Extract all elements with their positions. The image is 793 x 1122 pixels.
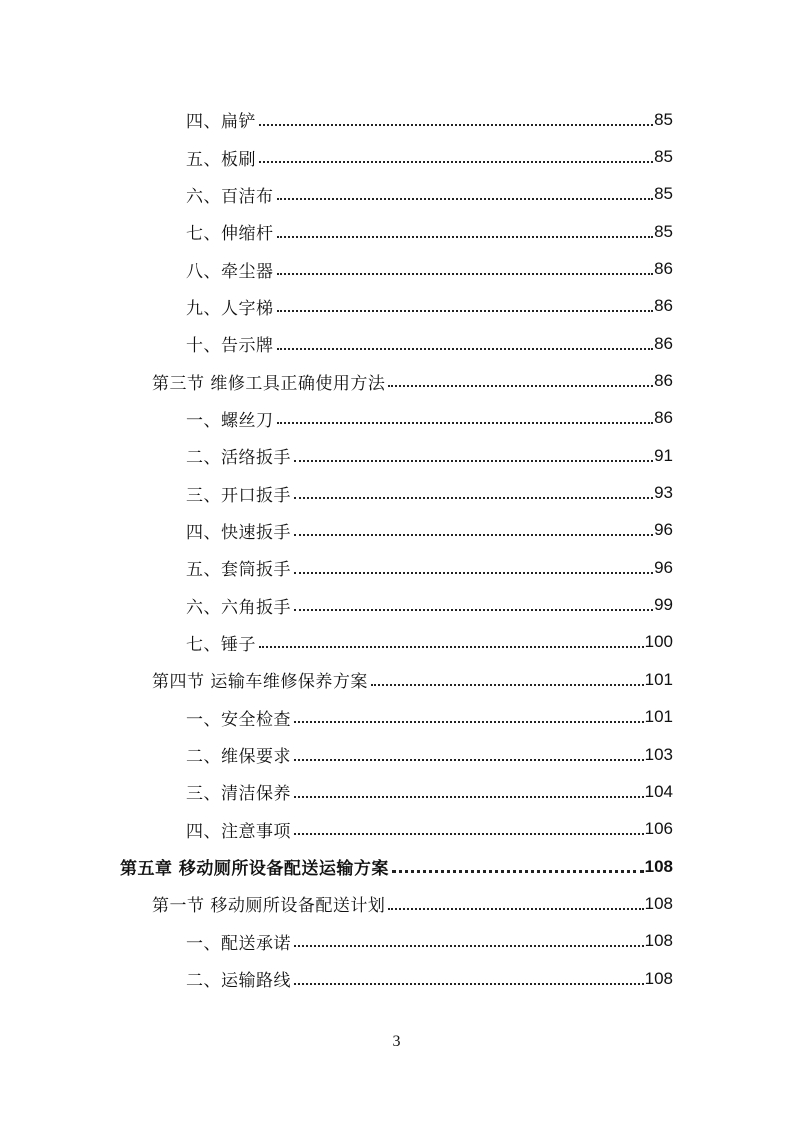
toc-entry[interactable] [0, 101, 673, 138]
toc-leader-dots [277, 348, 654, 350]
toc-entry[interactable] [0, 437, 673, 474]
toc-entry-title: 四、注意事项 [186, 821, 291, 842]
toc-entry-title: 五、板刷 [186, 149, 256, 170]
toc-leader-dots [371, 684, 644, 686]
toc-entry[interactable] [0, 549, 673, 586]
toc-entry-title: 二、维保要求 [186, 747, 291, 768]
toc-entry[interactable] [0, 325, 673, 362]
toc-leader-dots [259, 161, 653, 163]
toc-entry-title: 二、运输路线 [186, 971, 291, 992]
toc-entry-page: 86 [654, 296, 673, 316]
toc-entry-title: 九、人字梯 [186, 298, 274, 319]
toc-entry-title: 五、套筒扳手 [186, 560, 291, 581]
toc-leader-dots [277, 198, 654, 200]
toc-entry-page: 103 [644, 744, 673, 764]
toc-entry[interactable] [0, 699, 673, 736]
toc-entry[interactable] [0, 362, 673, 399]
toc-leader-dots [277, 422, 654, 424]
toc-leader-dots [277, 273, 654, 275]
toc-entry[interactable] [0, 773, 673, 810]
toc-entry-title: 三、开口扳手 [186, 485, 291, 506]
toc-leader-dots [277, 310, 654, 312]
toc-entry-title: 八、牵尘器 [186, 261, 274, 282]
toc-leader-dots [277, 236, 654, 238]
toc-leader-dots [294, 609, 653, 611]
toc-entry[interactable] [0, 736, 673, 773]
toc-entry-page: 108 [644, 968, 673, 988]
toc-leader-dots [294, 833, 644, 835]
toc-entry[interactable] [0, 811, 673, 848]
toc-entry-title: 第五章 移动厕所设备配送运输方案 [120, 859, 389, 880]
toc-entry-page: 85 [654, 147, 673, 167]
toc-entry-page: 108 [644, 856, 673, 876]
toc-entry-page: 106 [644, 819, 673, 839]
toc-entry-title: 一、配送承诺 [186, 933, 291, 954]
toc-leader-dots [388, 908, 643, 910]
toc-entry-page: 100 [644, 632, 673, 652]
page-number: 3 [392, 1033, 401, 1050]
toc-leader-dots [294, 796, 644, 798]
toc-entry-page: 93 [654, 483, 673, 503]
toc-entry-title: 十、告示牌 [186, 336, 274, 357]
toc-leader-dots [392, 870, 644, 873]
toc-entry-page: 96 [654, 557, 673, 577]
toc-entry[interactable] [0, 250, 673, 287]
toc-leader-dots [259, 646, 644, 648]
toc-entry[interactable] [0, 138, 673, 175]
toc-leader-dots [294, 983, 644, 985]
toc-entry-title: 四、扁铲 [186, 112, 256, 133]
toc-entry-title: 四、快速扳手 [186, 522, 291, 543]
toc-leader-dots [294, 572, 653, 574]
toc-entry-page: 99 [654, 595, 673, 615]
toc-entry[interactable] [0, 661, 673, 698]
toc-entry[interactable] [0, 624, 673, 661]
toc-entry-title: 一、螺丝刀 [186, 410, 274, 431]
toc-entry[interactable] [0, 885, 673, 922]
toc-leader-dots [294, 534, 653, 536]
toc-leader-dots [294, 759, 644, 761]
toc-entry[interactable] [0, 848, 673, 885]
toc-leader-dots [294, 945, 644, 947]
toc-entry-title: 三、清洁保养 [186, 784, 291, 805]
toc-entry-title: 七、锤子 [186, 634, 256, 655]
toc-entry-page: 108 [644, 931, 673, 951]
toc-entry-title: 一、安全检查 [186, 709, 291, 730]
toc-entry-page: 91 [654, 445, 673, 465]
toc-entry-page: 108 [644, 893, 673, 913]
toc-entry[interactable] [0, 586, 673, 623]
toc-entry-page: 85 [654, 109, 673, 129]
toc-leader-dots [388, 385, 653, 387]
toc-leader-dots [294, 497, 653, 499]
toc-entry[interactable] [0, 213, 673, 250]
toc-entry-page: 86 [654, 259, 673, 279]
toc-entry[interactable] [0, 923, 673, 960]
toc-entry-title: 第一节 移动厕所设备配送计划 [152, 896, 386, 917]
toc-entry[interactable] [0, 474, 673, 511]
toc-entry[interactable] [0, 960, 673, 997]
table-of-contents [0, 101, 793, 997]
toc-entry[interactable] [0, 288, 673, 325]
toc-entry-title: 第四节 运输车维修保养方案 [152, 672, 368, 693]
toc-entry-page: 86 [654, 408, 673, 428]
toc-leader-dots [294, 460, 653, 462]
toc-leader-dots [294, 721, 644, 723]
toc-entry-page: 101 [644, 669, 673, 689]
toc-entry-title: 二、活络扳手 [186, 448, 291, 469]
toc-leader-dots [259, 124, 653, 126]
toc-entry-title: 七、伸缩杆 [186, 224, 274, 245]
toc-entry-page: 85 [654, 221, 673, 241]
toc-entry[interactable] [0, 176, 673, 213]
toc-entry[interactable] [0, 400, 673, 437]
toc-entry-page: 86 [654, 371, 673, 391]
toc-entry-page: 96 [654, 520, 673, 540]
toc-entry-page: 86 [654, 333, 673, 353]
toc-entry-page: 85 [654, 184, 673, 204]
toc-entry-title: 第三节 维修工具正确使用方法 [152, 373, 386, 394]
toc-entry-title: 六、百洁布 [186, 186, 274, 207]
toc-entry-page: 104 [644, 781, 673, 801]
toc-entry[interactable] [0, 512, 673, 549]
toc-entry-page: 101 [644, 707, 673, 727]
toc-entry-title: 六、六角扳手 [186, 597, 291, 618]
